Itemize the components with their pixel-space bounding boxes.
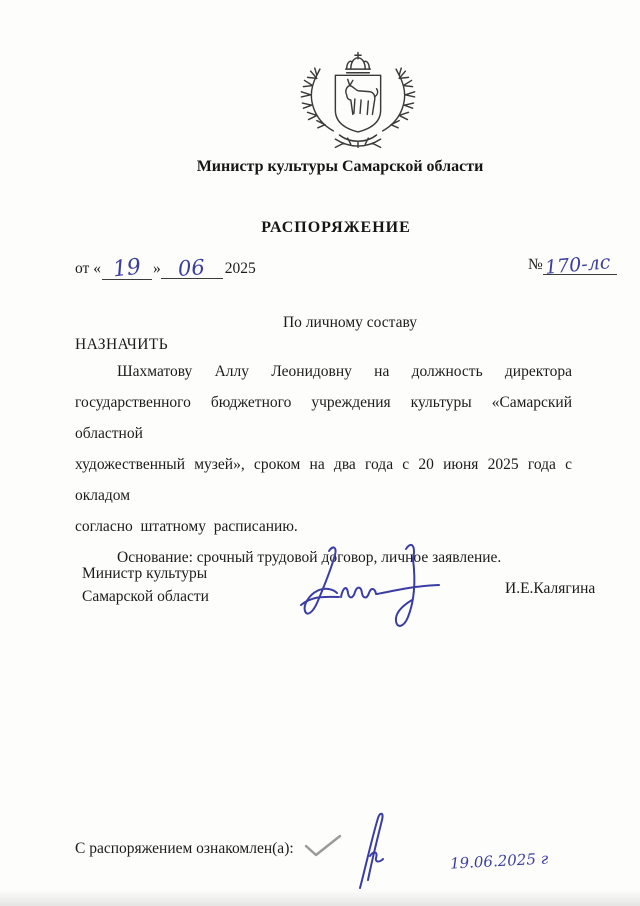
date-prefix: от « — [75, 260, 101, 277]
signer-position-line2: Самарской области — [82, 588, 209, 605]
acknowledgement-date-handwritten: 19.06.2025 г — [449, 849, 549, 873]
body-line: Шахматову Аллу Леонидовну на должность директора — [117, 363, 572, 380]
checkmark-icon — [303, 833, 343, 864]
acknowledgement-label: С распоряжением ознакомлен(а): — [75, 840, 294, 857]
doc-type-heading: РАСПОРЯЖЕНИЕ — [261, 219, 411, 236]
date-month-handwritten: 06 — [177, 255, 206, 281]
subject-line: По личному составу — [282, 314, 418, 331]
body-line: согласно штатному расписанию. — [75, 518, 298, 535]
acknowledgement-signature-icon — [346, 810, 396, 895]
minister-signature-icon — [293, 537, 453, 642]
basis-line: Основание: срочный трудовой договор, личное заявление. — [117, 549, 502, 566]
date-line — [75, 254, 256, 283]
date-day-handwritten: 19 — [111, 254, 143, 283]
date-month-slot — [161, 254, 223, 279]
body-line: государственного бюджетного учреждения культуры «Самарский областной — [75, 394, 572, 442]
coat-of-arms-icon — [288, 50, 428, 150]
date-day-slot — [102, 254, 152, 283]
doc-number-line — [528, 251, 617, 279]
signer-position — [82, 562, 209, 608]
org-title: Министр культуры Самарской области — [196, 158, 484, 175]
date-close-quote: » — [152, 260, 161, 277]
date-year: 2025 — [224, 260, 256, 277]
signer-position-line1: Министр культуры — [82, 565, 208, 582]
directive-word: НАЗНАЧИТЬ — [75, 336, 169, 353]
doc-number-slot — [543, 251, 617, 279]
scan-edge-shadow — [0, 890, 640, 906]
body-line: художественный музей», сроком на два года с 20 июня 2025 года с окладом — [75, 456, 572, 504]
signer-name: И.Е.Калягина — [505, 580, 596, 597]
number-sign: № — [528, 256, 543, 273]
doc-number-handwritten: 170-лс — [543, 251, 612, 279]
